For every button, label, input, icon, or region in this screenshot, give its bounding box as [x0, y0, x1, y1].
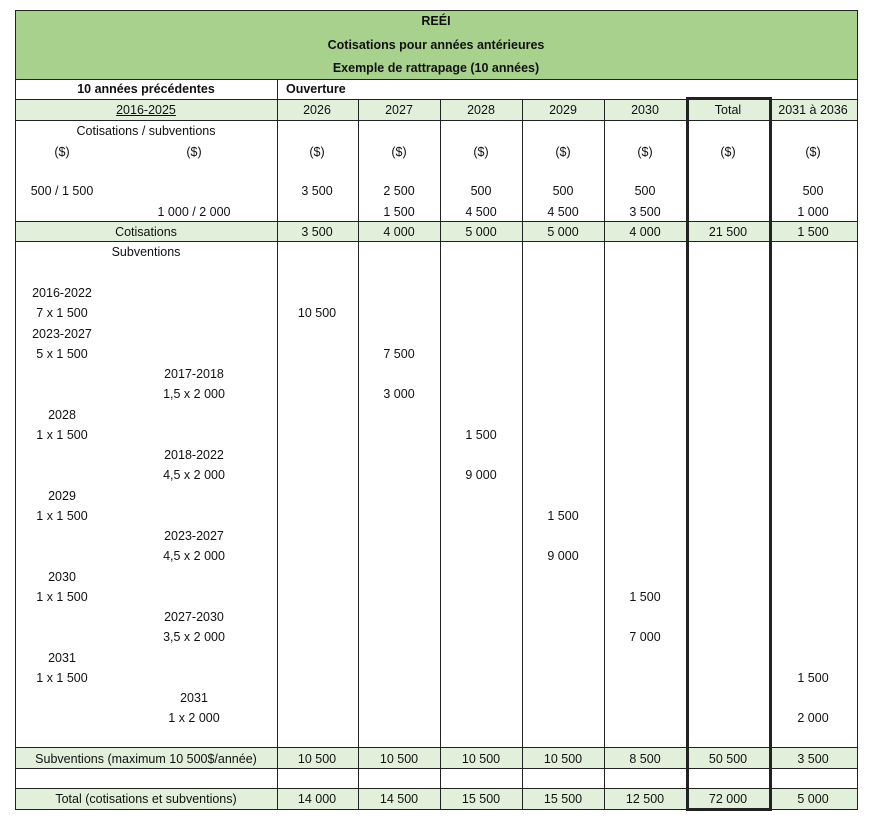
cotisation-row2-cell: 3 500 [629, 205, 661, 219]
year-header-2028: 2028 [467, 103, 495, 117]
total-box-left [686, 97, 689, 810]
previous-years-label: 10 années précédentes [77, 82, 215, 96]
future-header: 2031 à 2036 [778, 103, 848, 117]
rate-label-1000-2000: 1 000 / 2 000 [157, 205, 231, 219]
subvention-amount-cell: 2 000 [797, 711, 829, 725]
subventions-total-label: Subventions (maximum 10 500$/année) [35, 752, 257, 766]
grand-total-label: Total (cotisations et subventions) [55, 792, 237, 806]
subvention-period-label: 2027-2030 [164, 610, 224, 624]
cotisations-total-cell: 5 000 [547, 225, 579, 239]
subventions-total-cell: 50 500 [708, 752, 748, 766]
subvention-period-label: 2031 [180, 691, 208, 705]
cotisation-row1-cell: 3 500 [301, 184, 333, 198]
cotisation-row2-cell: 1 500 [383, 205, 415, 219]
col-separator-0 [358, 99, 359, 810]
subvention-period-label: 2023-2027 [32, 326, 92, 341]
total-box-top [686, 97, 772, 100]
grand-total-cell: 15 500 [461, 792, 501, 806]
subvention-amount-cell: 1 500 [547, 508, 579, 523]
table-border-left [15, 10, 16, 810]
total-box-bottom [686, 808, 772, 811]
subvention-period-label: 2029 [48, 488, 76, 503]
col-separator-2 [522, 99, 523, 810]
table-example: Exemple de rattrapage (10 années) [332, 61, 540, 75]
subvention-amount-cell: 7 500 [383, 346, 415, 361]
unit-label-col-6: ($) [805, 145, 821, 159]
unit-label-col-1: ($) [391, 145, 407, 159]
unit-label-col-5: ($) [720, 145, 736, 159]
unit-label-col-4: ($) [637, 145, 653, 159]
cotisations-subventions-label: Cotisations / subventions [76, 124, 216, 138]
subvention-formula-label: 1 x 1 500 [36, 427, 88, 442]
year-header-2030: 2030 [631, 103, 659, 117]
subvention-formula-label: 1,5 x 2 000 [163, 387, 225, 401]
subvention-amount-cell: 3 000 [383, 387, 415, 401]
subventions-total-cell: 3 500 [797, 752, 829, 766]
cotisation-row1-cell: 500 [470, 184, 492, 198]
subvention-amount-cell: 1 500 [797, 670, 829, 685]
subvention-amount-cell: 7 000 [629, 630, 661, 644]
subvention-amount-cell: 10 500 [297, 306, 337, 320]
grand-total-cell: 14 000 [297, 792, 337, 806]
grand-total-cell: 5 000 [797, 792, 829, 806]
grand-total-cell: 14 500 [379, 792, 419, 806]
unit-label-col-3: ($) [555, 145, 571, 159]
subvention-formula-label: 1 x 1 500 [36, 670, 88, 685]
subvention-formula-label: 1 x 1 500 [36, 508, 88, 523]
subvention-formula-label: 7 x 1 500 [36, 306, 88, 320]
total-header: Total [714, 103, 742, 117]
subvention-period-label: 2018-2022 [164, 448, 224, 462]
subvention-period-label: 2028 [48, 407, 76, 422]
subvention-period-label: 2016-2022 [32, 286, 92, 300]
subvention-period-label: 2017-2018 [164, 367, 224, 381]
cotisations-total-cell: 4 000 [629, 225, 661, 239]
cotisation-row2-cell: 4 500 [547, 205, 579, 219]
subvention-amount-cell: 1 500 [465, 427, 497, 442]
unit-label-left-0: ($) [54, 145, 70, 159]
total-top-line [15, 788, 857, 789]
subventions-total-cell: 10 500 [297, 752, 337, 766]
cotisations-total-cell: 4 000 [383, 225, 415, 239]
table-title: REÉI [421, 14, 451, 28]
grand-total-cell: 15 500 [543, 792, 583, 806]
cotisation-row2-cell: 4 500 [465, 205, 497, 219]
subventions-total-cell: 10 500 [379, 752, 419, 766]
subvention-formula-label: 4,5 x 2 000 [163, 549, 225, 563]
cotisation-row1-cell: 500 [634, 184, 656, 198]
subventions-total-cell: 8 500 [629, 752, 661, 766]
subvention-period-label: 2031 [48, 650, 76, 665]
cotisation-row2-cell: 1 000 [797, 205, 829, 219]
subvention-formula-label: 5 x 1 500 [36, 346, 88, 361]
cotisations-total-label: Cotisations [115, 225, 177, 239]
col-separator-label [277, 79, 278, 810]
subvention-formula-label: 1 x 1 500 [36, 589, 88, 604]
period-header: 2016-2025 [116, 103, 176, 117]
unit-label-col-0: ($) [309, 145, 325, 159]
cotisations-total-cell: 21 500 [708, 225, 748, 239]
cotisations-bottom-line [15, 241, 857, 242]
col-separator-1 [440, 99, 441, 810]
rate-label-500-1500: 500 / 1 500 [30, 184, 94, 198]
year-header-2029: 2029 [549, 103, 577, 117]
subventions-total-cell: 10 500 [461, 752, 501, 766]
cotisations-top-line [15, 221, 857, 222]
table-border-right [857, 10, 858, 810]
subventions-label: Subventions [111, 245, 181, 259]
cotisation-row1-cell: 500 [552, 184, 574, 198]
grand-total-cell: 72 000 [708, 792, 748, 806]
cotisations-total-cell: 5 000 [465, 225, 497, 239]
subvention-formula-label: 3,5 x 2 000 [163, 630, 225, 644]
cotisations-total-cell: 1 500 [797, 225, 829, 239]
col-separator-3 [604, 99, 605, 810]
subvention-amount-cell: 1 500 [629, 589, 661, 604]
cotisation-row1-cell: 2 500 [383, 184, 415, 198]
cotisations-total-cell: 3 500 [301, 225, 333, 239]
subvention-amount-cell: 9 000 [465, 468, 497, 482]
subvention-formula-label: 4,5 x 2 000 [163, 468, 225, 482]
header-divider [15, 79, 857, 80]
subvention-amount-cell: 9 000 [547, 549, 579, 563]
total-box-right [769, 97, 772, 810]
opening-label: Ouverture [286, 82, 346, 96]
year-header-2026: 2026 [303, 103, 331, 117]
cotisation-row1-cell: 500 [802, 184, 824, 198]
subvention-formula-label: 1 x 2 000 [168, 711, 220, 725]
subvention-period-label: 2023-2027 [164, 529, 224, 543]
table-subtitle: Cotisations pour années antérieures [327, 38, 545, 52]
unit-label-col-2: ($) [473, 145, 489, 159]
subvention-period-label: 2030 [48, 569, 76, 584]
subventions-top-line [15, 747, 857, 748]
table-border-top [15, 10, 857, 11]
year-header-2027: 2027 [385, 103, 413, 117]
unit-label-left-1: ($) [186, 145, 202, 159]
column-header-divider [15, 120, 857, 121]
grand-total-cell: 12 500 [625, 792, 665, 806]
subventions-total-cell: 10 500 [543, 752, 583, 766]
subventions-bottom-line [15, 768, 857, 769]
